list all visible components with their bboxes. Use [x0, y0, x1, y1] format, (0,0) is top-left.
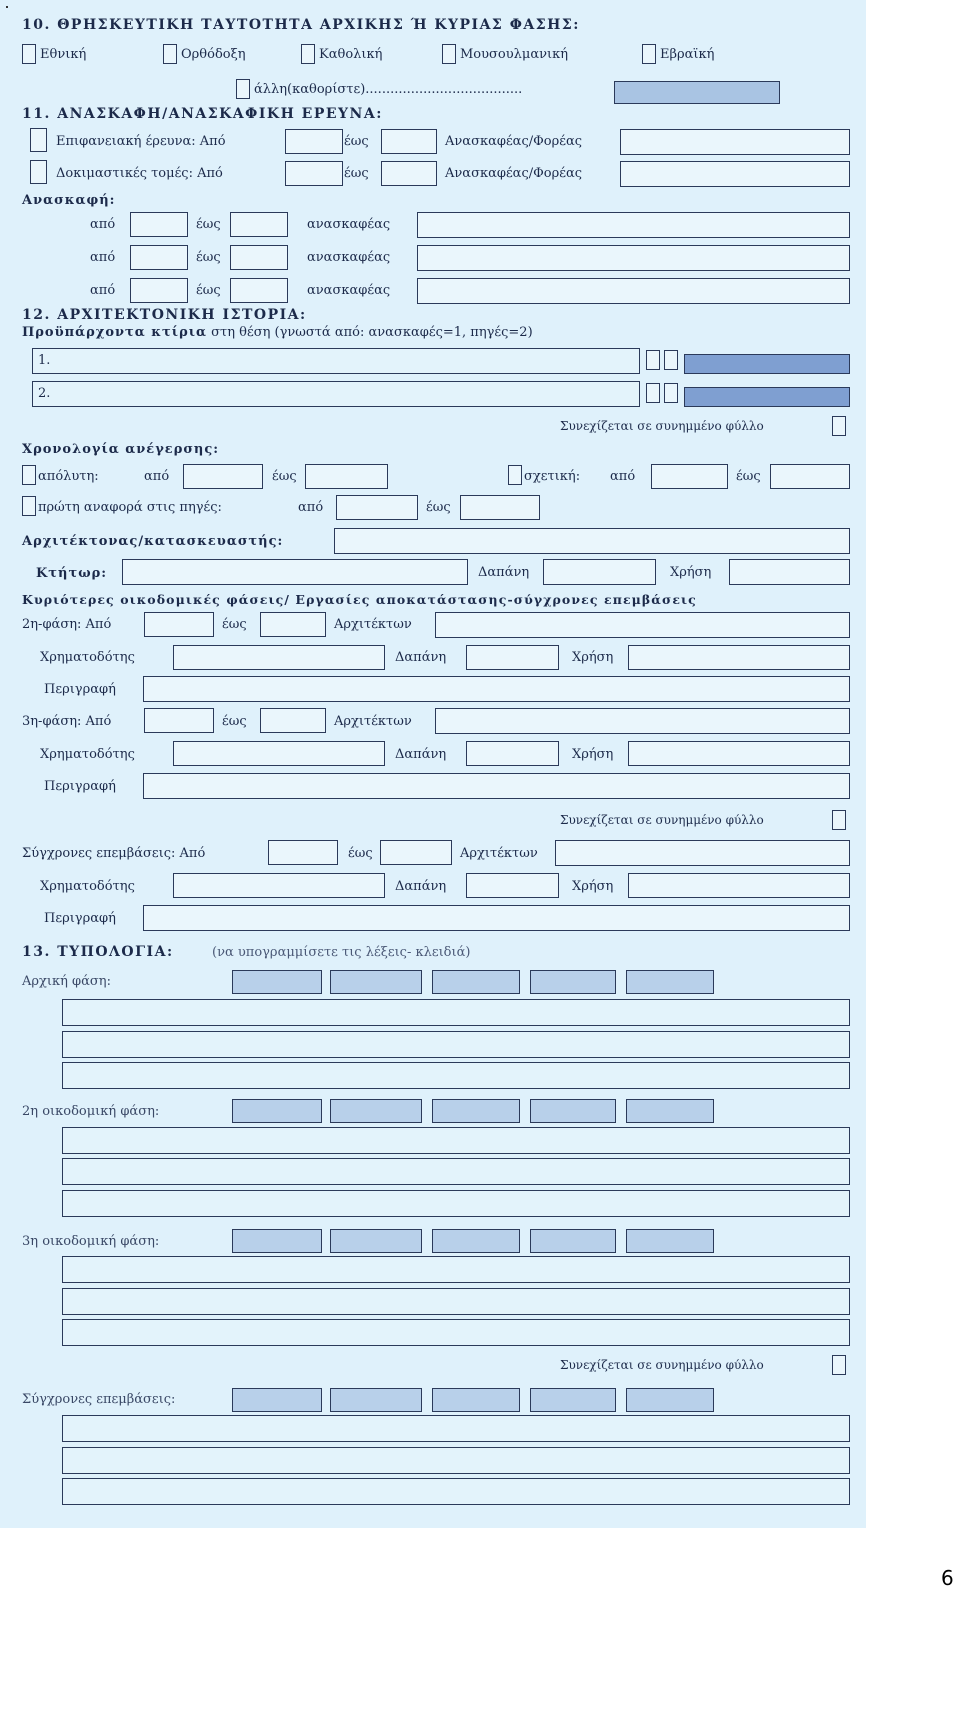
funder-label: Χρηματοδότης: [40, 747, 135, 762]
first-mention-from-field[interactable]: [336, 495, 418, 520]
continues-checkbox-2[interactable]: [832, 810, 846, 830]
excavation3-excavator-field[interactable]: [417, 278, 850, 304]
phases-title: Κυριότερες οικοδομικές φάσεις/ Εργασίες αποκατάστασης-σύγχρονες επεμβάσεις: [22, 592, 697, 607]
initial-phase-label: Αρχική φάση:: [22, 974, 111, 989]
continues-checkbox-1[interactable]: [832, 416, 846, 436]
checkbox-orthodoxi[interactable]: [163, 44, 177, 64]
initial-text-line-3[interactable]: [62, 1062, 850, 1089]
initial-text-line-1[interactable]: [62, 999, 850, 1026]
phase2-text-line-1[interactable]: [62, 1127, 850, 1154]
phase3-keyword-4[interactable]: [530, 1229, 616, 1253]
building1-code-box-2[interactable]: [664, 350, 678, 370]
to-label: έως: [222, 617, 247, 632]
modern-description-field[interactable]: [143, 905, 850, 931]
excavation1-from-field[interactable]: [130, 212, 188, 237]
relative-label: σχετική:: [524, 469, 581, 484]
preexisting-bold: Προϋπάρχοντα κτίρια: [22, 325, 208, 340]
other-label: άλλη(καθορίστε)......................................: [254, 82, 523, 97]
to-label: έως: [272, 469, 297, 484]
excavation1-to-field[interactable]: [230, 212, 288, 237]
modern-text-line-3[interactable]: [62, 1478, 850, 1505]
phase2-to-field[interactable]: [260, 612, 326, 637]
phase2-text-line-2[interactable]: [62, 1158, 850, 1185]
option-label: Καθολική: [319, 47, 383, 62]
use-label: Χρήση: [572, 650, 614, 665]
row-number: 1.: [38, 353, 51, 368]
modern-text-line-2[interactable]: [62, 1447, 850, 1474]
building2-code-box-2[interactable]: [664, 383, 678, 403]
continues-checkbox-3[interactable]: [832, 1355, 846, 1375]
initial-keyword-3[interactable]: [432, 970, 520, 994]
architect-l-label: Αρχιτέκτων: [334, 714, 412, 729]
funder-label: Χρηματοδότης: [40, 879, 135, 894]
to-label: έως: [196, 250, 221, 265]
continues-label: Συνεχίζεται σε συνημμένο φύλλο: [560, 1358, 764, 1372]
checkbox-evraiki[interactable]: [642, 44, 656, 64]
excavator-label: Ανασκαφέας/Φορέας: [445, 166, 583, 181]
modern-label: Σύγχρονες επεμβάσεις: Από: [22, 846, 206, 861]
phase2-keyword-4[interactable]: [530, 1099, 616, 1123]
checkbox-other[interactable]: [236, 79, 250, 99]
phase2-keyword-5[interactable]: [626, 1099, 714, 1123]
cost-label: Δαπάνη: [395, 747, 447, 762]
first-mention-label: πρώτη αναφορά στις πηγές:: [38, 500, 222, 515]
phase3-to-field[interactable]: [260, 708, 326, 733]
option-label: Ορθόδοξη: [181, 47, 246, 62]
excavation2-to-field[interactable]: [230, 245, 288, 270]
excavator-label: ανασκαφέας: [307, 217, 391, 232]
from-label: από: [610, 469, 636, 484]
phase2-keyword-3[interactable]: [432, 1099, 520, 1123]
modern-keyword-3[interactable]: [432, 1388, 520, 1412]
phase3-text-line-3[interactable]: [62, 1319, 850, 1346]
architect-l-label: Αρχιτέκτων: [334, 617, 412, 632]
page-number: 6: [941, 1566, 954, 1590]
checkbox-ethniki[interactable]: [22, 44, 36, 64]
surface-label: Επιφανειακή έρευνα: Από: [56, 134, 226, 149]
building-row-1-field[interactable]: [32, 348, 640, 374]
other-specify-field[interactable]: [614, 81, 780, 104]
checkbox-absolute[interactable]: [22, 465, 36, 485]
initial-keyword-4[interactable]: [530, 970, 616, 994]
scan-speck: [6, 6, 8, 8]
modern-to-field[interactable]: [380, 840, 452, 865]
absolute-to-field[interactable]: [305, 464, 388, 489]
phase3-description-field[interactable]: [143, 773, 850, 799]
to-label: έως: [196, 217, 221, 232]
excavation2-from-field[interactable]: [130, 245, 188, 270]
from-label: από: [90, 283, 116, 298]
excavation2-excavator-field[interactable]: [417, 245, 850, 271]
phase3-keyword-5[interactable]: [626, 1229, 714, 1253]
absolute-label: απόλυτη:: [38, 469, 99, 484]
owner-label: Κτήτωρ:: [36, 566, 108, 581]
surface-excavator-field[interactable]: [620, 129, 850, 155]
excavator-label: ανασκαφέας: [307, 250, 391, 265]
phase2-description-field[interactable]: [143, 676, 850, 702]
option-label: Μουσουλμανική: [460, 47, 569, 62]
phase3-funder-field[interactable]: [173, 741, 385, 766]
to-label: έως: [196, 283, 221, 298]
preexisting-label: [22, 326, 533, 339]
chronology-label: Χρονολογία ανέγερσης:: [22, 442, 220, 457]
architect-l-label: Αρχιτέκτων: [460, 846, 538, 861]
checkbox-first-mention[interactable]: [22, 496, 36, 516]
modern-funder-field[interactable]: [173, 873, 385, 898]
description-label: Περιγραφή: [44, 779, 116, 794]
section-10-title: 10. ΘΡΗΣΚΕΥΤΙΚΗ ΤΑΥΤΟΤΗΤΑ ΑΡΧΙΚΗΣ Ή ΚΥΡΙΑΣ ΦΑΣΗΣ:: [22, 17, 580, 33]
phase3-label: 3η-φάση: Από: [22, 714, 112, 729]
modern-use-field[interactable]: [628, 873, 850, 898]
building2-code-box-1[interactable]: [646, 383, 660, 403]
to-label: έως: [222, 714, 247, 729]
to-label: έως: [426, 500, 451, 515]
row-number: 2.: [38, 386, 51, 401]
owner-use-field[interactable]: [729, 559, 850, 585]
excavation3-from-field[interactable]: [130, 278, 188, 303]
initial-text-line-2[interactable]: [62, 1031, 850, 1058]
first-mention-to-field[interactable]: [460, 495, 540, 520]
trial-label: Δοκιμαστικές τομές: Από: [56, 166, 223, 181]
building-row-2-field[interactable]: [32, 381, 640, 407]
description-label: Περιγραφή: [44, 682, 116, 697]
modern-keyword-1[interactable]: [232, 1388, 322, 1412]
phase3-from-field[interactable]: [144, 708, 214, 733]
modern-cost-field[interactable]: [466, 873, 559, 898]
excavation3-to-field[interactable]: [230, 278, 288, 303]
option-label: Εθνική: [40, 47, 87, 62]
section-12-title: 12. ΑΡΧΙΤΕΚΤΟΝΙΚΗ ΙΣΤΟΡΙΑ:: [22, 307, 307, 323]
initial-keyword-2[interactable]: [330, 970, 422, 994]
from-label: από: [90, 217, 116, 232]
cost-label: Δαπάνη: [395, 650, 447, 665]
phase2-keyword-2[interactable]: [330, 1099, 422, 1123]
checkbox-trial[interactable]: [30, 160, 47, 184]
phase3-architect-field[interactable]: [435, 708, 850, 734]
phase2-label: 2η-φάση: Από: [22, 617, 112, 632]
from-label: από: [144, 469, 170, 484]
cost-label: Δαπάνη: [478, 565, 530, 580]
phase3-use-field[interactable]: [628, 741, 850, 766]
phase3-text-line-2[interactable]: [62, 1288, 850, 1315]
section-13-title: 13. ΤΥΠΟΛΟΓΙΑ:: [22, 944, 174, 960]
relative-from-field[interactable]: [651, 464, 728, 489]
absolute-from-field[interactable]: [183, 464, 263, 489]
use-label: Χρήση: [670, 565, 712, 580]
phase3-keyword-2[interactable]: [330, 1229, 422, 1253]
use-label: Χρήση: [572, 747, 614, 762]
excavator-label: Ανασκαφέας/Φορέας: [445, 134, 583, 149]
surface-to-field[interactable]: [381, 129, 437, 154]
checkbox-surface[interactable]: [30, 128, 47, 152]
owner-field[interactable]: [122, 559, 468, 585]
to-label: έως: [344, 134, 369, 149]
modern-text-line-1[interactable]: [62, 1415, 850, 1442]
to-label: έως: [736, 469, 761, 484]
phase2-architect-field[interactable]: [435, 612, 850, 638]
checkbox-katholiki[interactable]: [301, 44, 315, 64]
to-label: έως: [348, 846, 373, 861]
option-label: Εβραϊκή: [660, 47, 715, 62]
phase2-from-field[interactable]: [144, 612, 214, 637]
initial-keyword-5[interactable]: [626, 970, 714, 994]
excavator-label: ανασκαφέας: [307, 283, 391, 298]
phase2-funder-field[interactable]: [173, 645, 385, 670]
building1-shaded-field[interactable]: [684, 354, 850, 374]
to-label: έως: [344, 166, 369, 181]
architect-field[interactable]: [334, 528, 850, 554]
checkbox-mousoulmaniki[interactable]: [442, 44, 456, 64]
modern-keyword-5[interactable]: [626, 1388, 714, 1412]
trial-excavator-field[interactable]: [620, 161, 850, 187]
phase2-typology-label: 2η οικοδομική φάση:: [22, 1104, 160, 1119]
use-label: Χρήση: [572, 879, 614, 894]
building2-shaded-field[interactable]: [684, 387, 850, 407]
excavation-label: Ανασκαφή:: [22, 193, 116, 208]
modern-typology-label: Σύγχρονες επεμβάσεις:: [22, 1392, 176, 1407]
section-13-hint: (να υπογραμμίσετε τις λέξεις- κλειδιά): [212, 945, 471, 960]
checkbox-relative[interactable]: [508, 465, 522, 485]
phase2-use-field[interactable]: [628, 645, 850, 670]
phase3-keyword-1[interactable]: [232, 1229, 322, 1253]
from-label: από: [90, 250, 116, 265]
description-label: Περιγραφή: [44, 911, 116, 926]
continues-label: Συνεχίζεται σε συνημμένο φύλλο: [560, 813, 764, 827]
phase2-cost-field[interactable]: [466, 645, 559, 670]
modern-keyword-2[interactable]: [330, 1388, 422, 1412]
architect-label: Αρχιτέκτονας/κατασκευαστής:: [22, 534, 284, 549]
surface-from-field[interactable]: [285, 129, 343, 154]
phase2-text-line-3[interactable]: [62, 1190, 850, 1217]
relative-to-field[interactable]: [770, 464, 850, 489]
from-label: από: [298, 500, 324, 515]
modern-architect-field[interactable]: [555, 840, 850, 866]
excavation1-excavator-field[interactable]: [417, 212, 850, 238]
phase3-keyword-3[interactable]: [432, 1229, 520, 1253]
initial-keyword-1[interactable]: [232, 970, 322, 994]
preexisting-rest: στη θέση (γνωστά από: ανασκαφές=1, πηγές=2): [211, 325, 533, 340]
phase2-keyword-1[interactable]: [232, 1099, 322, 1123]
phase3-text-line-1[interactable]: [62, 1256, 850, 1283]
owner-cost-field[interactable]: [543, 559, 656, 585]
building1-code-box-1[interactable]: [646, 350, 660, 370]
funder-label: Χρηματοδότης: [40, 650, 135, 665]
trial-to-field[interactable]: [381, 161, 437, 186]
continues-label: Συνεχίζεται σε συνημμένο φύλλο: [560, 419, 764, 433]
trial-from-field[interactable]: [285, 161, 343, 186]
section-11-title: 11. ΑΝΑΣΚΑΦΗ/ΑΝΑΣΚΑΦΙΚΗ ΕΡΕΥΝΑ:: [22, 106, 383, 122]
modern-keyword-4[interactable]: [530, 1388, 616, 1412]
cost-label: Δαπάνη: [395, 879, 447, 894]
modern-from-field[interactable]: [268, 840, 338, 865]
phase3-cost-field[interactable]: [466, 741, 559, 766]
phase3-typology-label: 3η οικοδομική φάση:: [22, 1234, 160, 1249]
